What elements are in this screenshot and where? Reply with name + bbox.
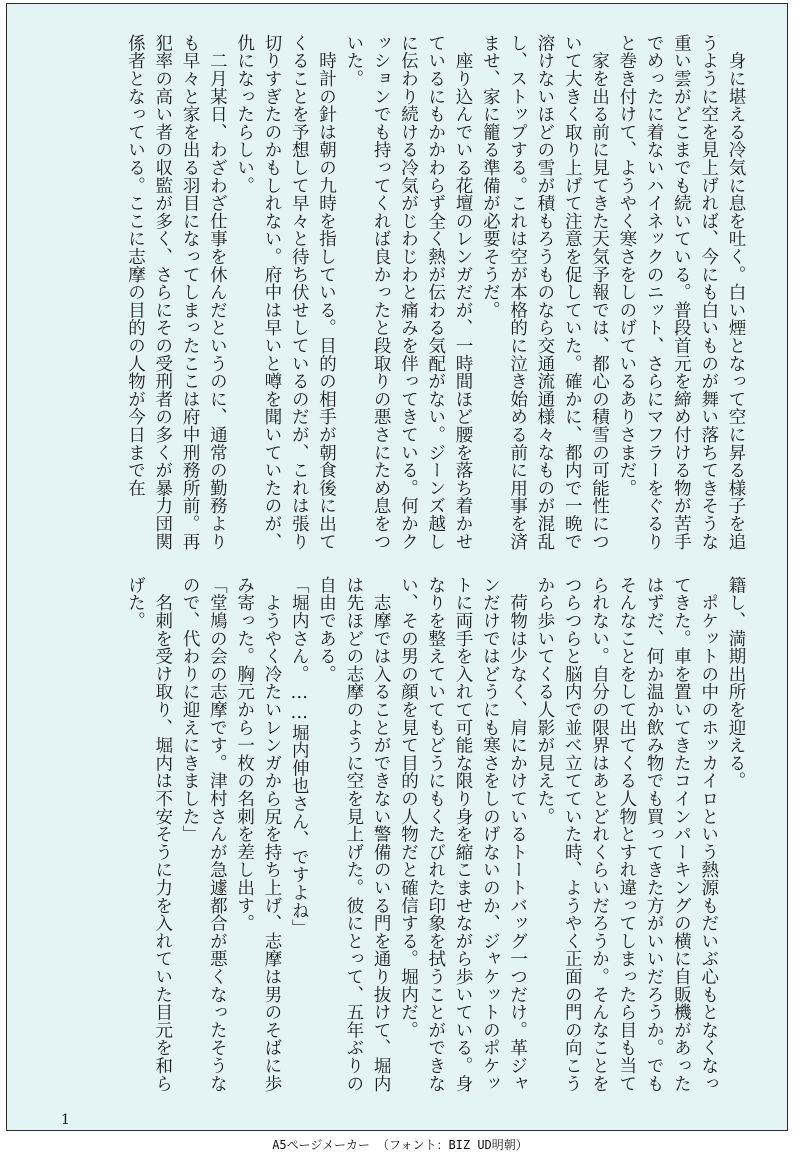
paragraph: 時計の針は朝の九時を指している。目的の相手が朝食後に出てくることを予想して早々と待ち伏せしているのだが、これは張り切りすぎたのかもしれない。府中は早いと噂を聞いていたのが、仇になったらしい。 [234,34,337,551]
paragraph: 身に堪える冷気に息を吐く。白い煙となって空に昇る様子を追うように空を見上げれば、今にも白いものが舞い落ちてきそうな重い雲がどこまでも続いている。普段首元を締め付ける物が苦手でめったに着ないハイネックのニット、さらにマフラーをぐるりと巻き付けて、ようやく寒さをしのげているありさまだ。 [616,34,746,551]
dialogue-line: 「堀内さん。……堀内伸也さん、ですよね」 [289,576,310,937]
paragraph: 座り込んでいる花壇のレンガだが、一時間ほど腰を落ち着かせているにもかかわらず全く熱が伝わる気配がない。ジーンズ越しに伝わり続ける冷気がじわじわと痛みを伴ってきている。何かクッションでも持ってくれば良かったと段取りの悪さにため息をついた。 [343,34,474,551]
dialogue-line: 「堂鳩の会の志摩です。津村さんが急遽都合が悪くなったそうなので、代わりに迎えにきました」 [180,576,228,1093]
text-block-lower [49,576,749,1096]
paragraph: 家を出る前に見てきた天気予報では、都心の積雪の可能性について大きく取り上げて注意を促していた。確かに、都内で一晩で溶けないほどの雪が積もろうものなら交通流通様々なものが混乱し、ストップする。これは空が本格的に泣き始める前に用事を済ませ、家に籠る準備が必要そうだ。 [480,34,610,551]
paragraph: 荷物は少なく、肩にかけているトートバッグ一つだけ。革ジャンだけではどうにも寒さをしのげないのか、ジャケットのポケットに両手を入れて可能な限り身を縮こませながら歩いている。身なりを整えていてもどうにもくたびれた印象を拭うことができない、その男の顔を見て目的の人物だと確信する。堀内だ。 [398,576,528,1093]
paragraph: ポケットの中のホッカイロという熱源もだいぶ心もとなくなってきた。車を置いてきたコインパーキングの横に自販機があったはずだ、何か温か飲み物でも買ってきた方がいいだろうか。でもそんなことをして出てくる人物とすれ違ってしまったら目も当てられない。自分の限界はあとどれくらいだろうか。そんなことをつらつらと脳内で並べ立てていた時、ようやく正面の門の向こうから歩いてくる人影が見えた。 [534,576,719,1093]
paragraph: 名刺を受け取り、堀内は不安そうに力を入れていた目元を和らげた。 [125,576,173,1093]
paragraph: 二月某日、わざわざ仕事を休んだというのに、通常の勤務よりも早々と家を出る羽目になってしまったここは府中刑務所前。再犯率の高い者の収監が多く、さらにその受刑者の多くが暴力団関係者となっている。ここに志摩の目的の人物が今日まで在 [125,34,228,551]
text-block-upper [49,34,749,554]
page-number: 1 [61,1112,70,1128]
footer-caption: A5ページメーカー （フォント：BIZ UD明朝） [272,1138,528,1152]
paragraph: 志摩では入ることができない警備のいる門を通り抜けて、堀内は先ほどの志摩のように空を見上げた。彼にとって、五年ぶりの自由である。 [316,576,392,1093]
paragraph: 籍し、満期出所を迎える。 [726,576,746,790]
manuscript-page [6,3,788,1131]
paragraph: ようやく冷たいレンガから尻を持ち上げ、志摩は男のそばに歩み寄った。胸元から一枚の名刺を差し出す。 [234,576,282,1093]
